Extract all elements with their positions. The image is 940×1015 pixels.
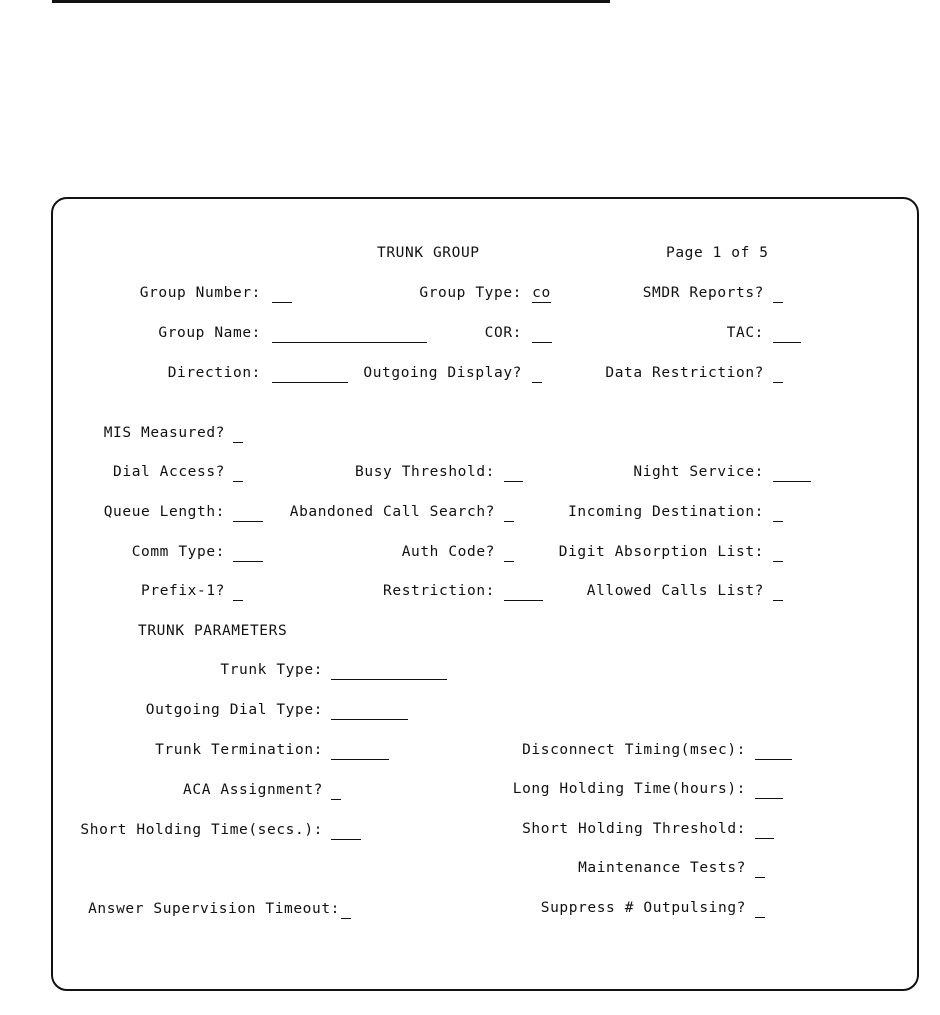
restriction-label: Restriction:: [383, 583, 495, 599]
incoming-destination-label: Incoming Destination:: [568, 504, 764, 520]
restriction-field[interactable]: [504, 584, 543, 601]
allowed-calls-list-field[interactable]: [773, 584, 783, 601]
aca-assignment-field[interactable]: [331, 783, 341, 800]
data-restriction-label: Data Restriction?: [605, 365, 764, 381]
comm-type-field[interactable]: [233, 545, 263, 562]
prefix-1-label: Prefix-1?: [141, 583, 225, 599]
short-holding-time-field[interactable]: [331, 823, 361, 840]
top-rule: [52, 0, 610, 3]
data-restriction-field[interactable]: [773, 366, 783, 383]
cor-field[interactable]: [532, 326, 552, 343]
outgoing-display-label: Outgoing Display?: [363, 365, 522, 381]
mis-measured-field[interactable]: [233, 426, 243, 443]
cor-label: COR:: [484, 325, 522, 341]
outgoing-display-field[interactable]: [532, 366, 542, 383]
prefix-1-field[interactable]: [233, 584, 243, 601]
night-service-label: Night Service:: [633, 464, 764, 480]
incoming-destination-field[interactable]: [773, 505, 783, 522]
digit-absorption-list-field[interactable]: [773, 545, 783, 562]
group-name-label: Group Name:: [158, 325, 261, 341]
queue-length-label: Queue Length:: [103, 504, 225, 520]
short-holding-threshold-label: Short Holding Threshold:: [522, 821, 746, 837]
mis-measured-label: MIS Measured?: [103, 425, 225, 441]
page-indicator: Page 1 of 5: [666, 245, 769, 261]
short-holding-time-label: Short Holding Time(secs.):: [80, 822, 323, 838]
screen-title: TRUNK GROUP: [377, 245, 480, 261]
outgoing-dial-type-label: Outgoing Dial Type:: [145, 702, 323, 718]
answer-supervision-timeout-label: Answer Supervision Timeout:: [88, 901, 340, 917]
group-number-field[interactable]: [272, 286, 292, 303]
allowed-calls-list-label: Allowed Calls List?: [586, 583, 764, 599]
tac-label: TAC:: [726, 325, 764, 341]
long-holding-time-label: Long Holding Time(hours):: [512, 781, 746, 797]
suppress-outpulsing-label: Suppress # Outpulsing?: [540, 900, 746, 916]
dial-access-field[interactable]: [233, 465, 243, 482]
trunk-termination-label: Trunk Termination:: [155, 742, 323, 758]
direction-label: Direction:: [167, 365, 261, 381]
auth-code-label: Auth Code?: [401, 544, 495, 560]
trunk-parameters-heading: TRUNK PARAMETERS: [138, 623, 288, 639]
dial-access-label: Dial Access?: [113, 464, 225, 480]
comm-type-label: Comm Type:: [131, 544, 225, 560]
outgoing-dial-type-field[interactable]: [331, 703, 408, 720]
night-service-field[interactable]: [773, 465, 811, 482]
auth-code-field[interactable]: [504, 545, 514, 562]
trunk-type-label: Trunk Type:: [220, 662, 323, 678]
digit-absorption-list-label: Digit Absorption List:: [558, 544, 764, 560]
maintenance-tests-field[interactable]: [755, 861, 765, 878]
abandoned-call-search-field[interactable]: [504, 505, 514, 522]
queue-length-field[interactable]: [233, 505, 263, 522]
busy-threshold-field[interactable]: [504, 465, 523, 482]
abandoned-call-search-label: Abandoned Call Search?: [289, 504, 495, 520]
trunk-termination-field[interactable]: [331, 743, 389, 760]
group-number-label: Group Number:: [139, 285, 261, 301]
smdr-reports-field[interactable]: [773, 286, 783, 303]
smdr-reports-label: SMDR Reports?: [642, 285, 764, 301]
group-type-field[interactable]: co: [532, 285, 551, 301]
disconnect-timing-field[interactable]: [755, 743, 792, 760]
aca-assignment-label: ACA Assignment?: [183, 782, 323, 798]
group-name-field[interactable]: [272, 326, 427, 343]
trunk-type-field[interactable]: [331, 663, 447, 680]
group-type-label: Group Type:: [419, 285, 522, 301]
disconnect-timing-label: Disconnect Timing(msec):: [522, 742, 746, 758]
direction-field[interactable]: [272, 366, 348, 383]
short-holding-threshold-field[interactable]: [755, 822, 774, 839]
tac-field[interactable]: [773, 326, 801, 343]
suppress-outpulsing-field[interactable]: [755, 901, 765, 918]
busy-threshold-label: Busy Threshold:: [355, 464, 495, 480]
maintenance-tests-label: Maintenance Tests?: [578, 860, 746, 876]
long-holding-time-field[interactable]: [755, 782, 783, 799]
answer-supervision-timeout-field[interactable]: [341, 902, 351, 919]
